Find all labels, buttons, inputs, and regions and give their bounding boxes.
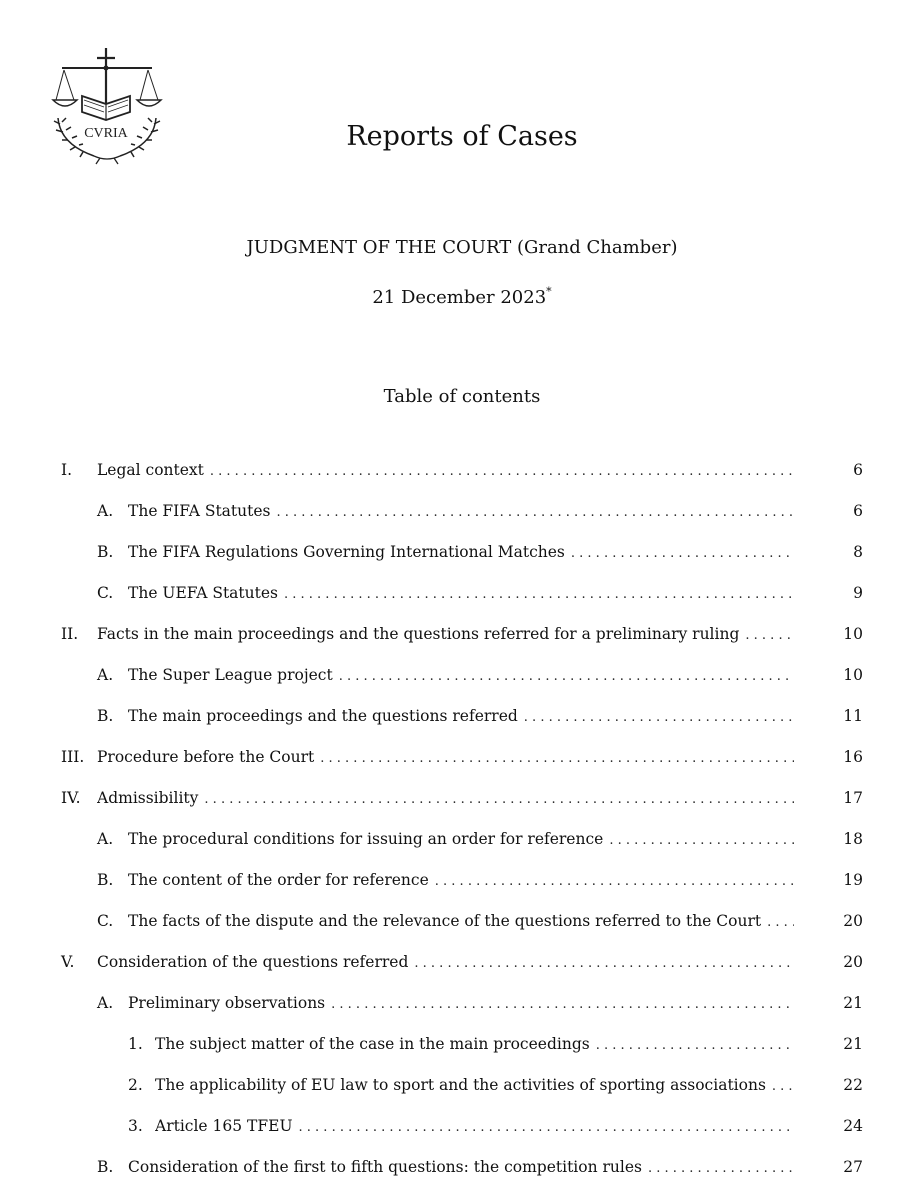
dot-leader	[435, 871, 794, 889]
toc-entry-label: Article 165 TFEU	[155, 1116, 293, 1135]
toc-entry-page: 24	[843, 1116, 863, 1135]
toc-entry-page: 10	[843, 665, 863, 684]
table-of-contents	[0, 449, 912, 1187]
toc-entry[interactable]	[0, 818, 912, 859]
logo-text: CVRIA	[84, 126, 128, 141]
toc-entry-label: Preliminary observations	[128, 993, 326, 1012]
dot-leader	[331, 994, 794, 1012]
toc-entry-number: A.	[97, 665, 114, 684]
toc-entry-label: The UEFA Statutes	[128, 583, 278, 602]
dot-leader	[648, 1158, 794, 1176]
toc-entry-label: The content of the order for reference	[128, 870, 429, 889]
toc-title: Table of contents	[383, 386, 541, 407]
dot-leader	[299, 1117, 794, 1135]
toc-entry-number: V.	[61, 952, 75, 971]
dot-leader	[609, 830, 794, 848]
toc-entry-label: The main proceedings and the questions referred	[128, 706, 518, 725]
toc-entry-label: The facts of the dispute and the relevance of the questions referred to the Court	[128, 911, 762, 930]
toc-entry-number: II.	[61, 624, 79, 643]
judgment-date-line	[0, 286, 912, 308]
dot-leader	[414, 953, 794, 971]
toc-entry-label: The procedural conditions for issuing an order for reference	[128, 829, 604, 848]
toc-entry-label: Admissibility	[97, 788, 199, 807]
dot-leader	[210, 461, 794, 479]
toc-entry-page: 11	[843, 706, 863, 725]
toc-entry[interactable]	[0, 1105, 912, 1146]
toc-entry-number: B.	[97, 870, 114, 889]
toc-entry-page: 6	[853, 460, 863, 479]
toc-entry[interactable]	[0, 613, 912, 654]
toc-entry-label: The FIFA Statutes	[128, 501, 271, 520]
toc-entry-label: The FIFA Regulations Governing International Matches	[128, 542, 565, 561]
dot-leader	[204, 789, 794, 807]
toc-entry[interactable]	[0, 1023, 912, 1064]
toc-entry-page: 9	[853, 583, 863, 602]
toc-entry-page: 6	[853, 501, 863, 520]
judgment-title: JUDGMENT OF THE COURT (Grand Chamber)	[246, 237, 678, 258]
toc-entry-number: IV.	[61, 788, 81, 807]
toc-entry-page: 17	[843, 788, 863, 807]
toc-entry-page: 18	[843, 829, 863, 848]
toc-entry-label: Legal context	[97, 460, 204, 479]
toc-entry-number: 2.	[128, 1075, 143, 1094]
toc-entry-number: B.	[97, 1157, 114, 1176]
toc-entry[interactable]	[0, 490, 912, 531]
toc-entry-label: The applicability of EU law to sport and the activities of sporting associations	[155, 1075, 766, 1094]
toc-entry[interactable]	[0, 859, 912, 900]
toc-entry-number: III.	[61, 747, 85, 766]
toc-entry-page: 10	[843, 624, 863, 643]
toc-entry[interactable]	[0, 736, 912, 777]
toc-entry[interactable]	[0, 572, 912, 613]
toc-entry[interactable]	[0, 531, 912, 572]
toc-entry-label: The Super League project	[128, 665, 333, 684]
toc-entry-page: 20	[843, 952, 863, 971]
toc-entry[interactable]	[0, 777, 912, 818]
toc-entry[interactable]	[0, 1146, 912, 1187]
toc-entry-page: 19	[843, 870, 863, 889]
toc-entry[interactable]	[0, 982, 912, 1023]
toc-entry-number: A.	[97, 501, 114, 520]
dot-leader	[745, 625, 794, 643]
toc-entry-number: 3.	[128, 1116, 143, 1135]
toc-entry-number: 1.	[128, 1034, 143, 1053]
reports-title: Reports of Cases	[346, 121, 578, 152]
dot-leader	[320, 748, 794, 766]
toc-entry-number: A.	[97, 829, 114, 848]
toc-entry-page: 27	[843, 1157, 863, 1176]
dot-leader	[524, 707, 794, 725]
toc-entry-number: B.	[97, 542, 114, 561]
toc-entry[interactable]	[0, 941, 912, 982]
toc-entry-page: 21	[843, 1034, 863, 1053]
toc-entry[interactable]	[0, 695, 912, 736]
toc-entry-label: Facts in the main proceedings and the questions referred for a preliminary ruling	[97, 624, 740, 643]
dot-leader	[772, 1076, 794, 1094]
toc-entry-number: B.	[97, 706, 114, 725]
toc-entry-page: 22	[843, 1075, 863, 1094]
toc-entry-label: Procedure before the Court	[97, 747, 315, 766]
toc-entry-page: 16	[843, 747, 863, 766]
toc-entry-number: A.	[97, 993, 114, 1012]
toc-entry-label: The subject matter of the case in the main proceedings	[155, 1034, 590, 1053]
toc-entry-label: Consideration of the questions referred	[97, 952, 409, 971]
toc-entry-page: 20	[843, 911, 863, 930]
dot-leader	[767, 912, 794, 930]
toc-entry[interactable]	[0, 900, 912, 941]
toc-entry-page: 21	[843, 993, 863, 1012]
dot-leader	[596, 1035, 794, 1053]
toc-entry-number: I.	[61, 460, 73, 479]
judgment-date: 21 December 2023	[372, 287, 547, 308]
dot-leader	[276, 502, 794, 520]
dot-leader	[339, 666, 794, 684]
toc-entry[interactable]	[0, 654, 912, 695]
footnote-mark: *	[546, 285, 552, 298]
toc-entry-page: 8	[853, 542, 863, 561]
toc-entry-number: C.	[97, 583, 114, 602]
dot-leader	[571, 543, 794, 561]
dot-leader	[284, 584, 794, 602]
toc-entry-label: Consideration of the first to fifth questions: the competition rules	[128, 1157, 642, 1176]
toc-entry-number: C.	[97, 911, 114, 930]
toc-entry[interactable]	[0, 1064, 912, 1105]
toc-entry[interactable]	[0, 449, 912, 490]
